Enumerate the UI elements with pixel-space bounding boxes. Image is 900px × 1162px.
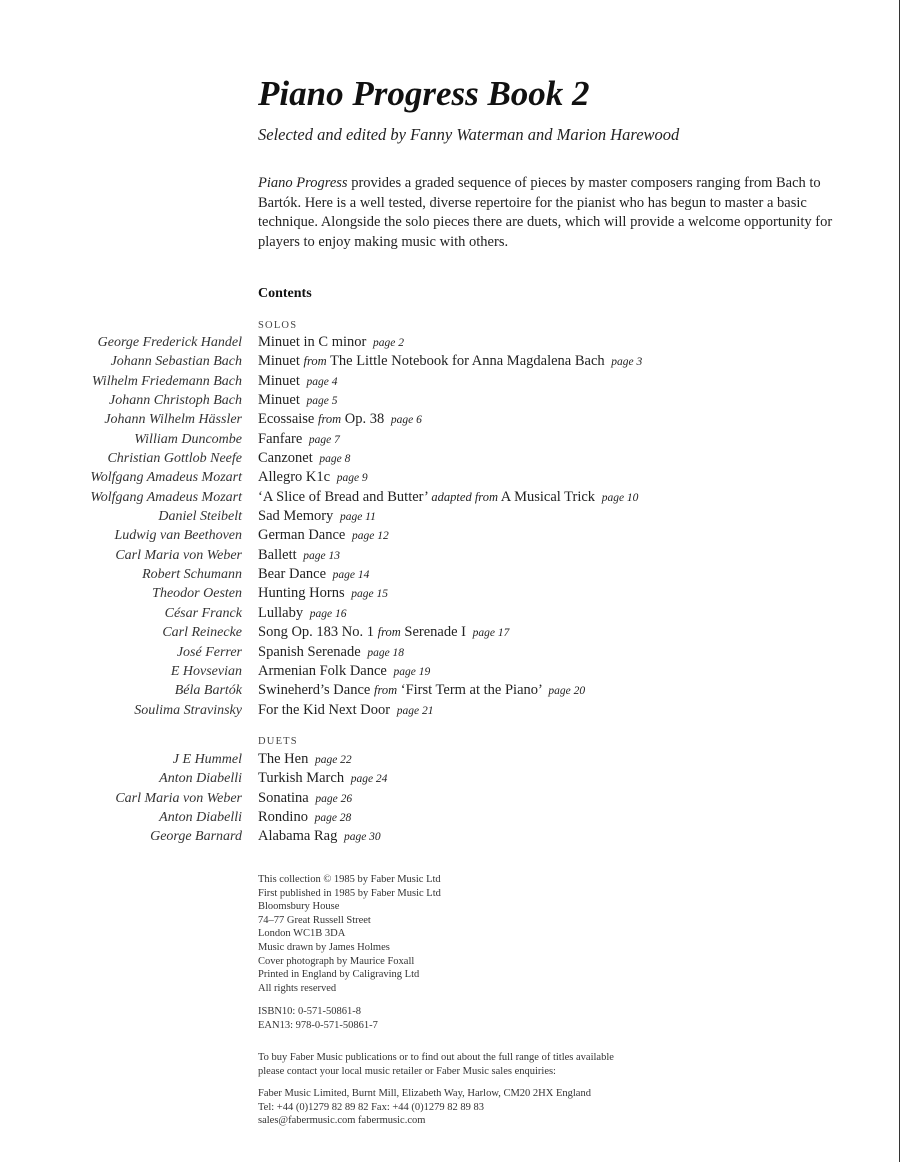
contents-entry [0,808,900,827]
piece-qualifier: from [318,412,342,427]
piece-title-part: Swineherd’s Dance [258,682,374,699]
piece-title [258,604,346,624]
piece-title [258,584,388,604]
piece-title-part: Canzonet [258,450,313,467]
page-ref: page 7 [308,433,340,446]
piece-title [258,827,381,847]
composer-name: Anton Diabelli [159,810,242,826]
piece-title-part: Spanish Serenade [258,643,361,660]
page-ref: page 16 [309,607,347,620]
page-ref: page 5 [306,395,338,408]
imprint-line: London WC1B 3DA [258,928,346,940]
contents-entry [0,750,900,769]
piece-title [258,643,404,663]
contents-entry [0,526,900,545]
piece-title-part: Song Op. 183 No. 1 [258,624,378,641]
piece-title-part: Ecossaise [258,411,318,428]
composer-name: Wolfgang Amadeus Mozart [90,470,242,486]
piece-title-part: Allegro K1c [258,469,331,486]
solos-label: SOLOS [258,320,298,331]
piece-title [258,789,352,809]
piece-title [258,488,638,508]
composer-name: Johann Christoph Bach [109,393,242,409]
contents-entry [0,565,900,584]
imprint-line: Music drawn by James Holmes [258,941,390,953]
composer-name: Wolfgang Amadeus Mozart [90,489,242,505]
contents-entry [0,604,900,623]
composer-name: José Ferrer [176,644,242,660]
piece-title-part: Op. 38 [341,411,385,428]
purchase-info [258,1051,614,1078]
page-ref: page 6 [390,414,422,427]
piece-title-part: ‘First Term at the Piano’ [397,682,542,699]
duets-list [0,750,900,847]
composer-name: Anton Diabelli [159,771,242,787]
composer-name: George Frederick Handel [97,335,242,350]
piece-title [258,808,351,828]
piece-qualifier: from [377,625,401,640]
page-ref: page 18 [367,646,405,659]
piece-title [258,701,433,721]
imprint-line: First published in 1985 by Faber Music Ltd [258,887,441,899]
contents-entry [0,372,900,391]
page-ref: page 2 [372,337,404,349]
contents-entry [0,827,900,846]
page-ref: page 15 [351,588,388,601]
piece-title-part: Minuet [258,372,300,389]
imprint-line: 74–77 Great Russell Street [258,914,371,926]
imprint-line: Printed in England by Caligraving Ltd [258,969,420,981]
isbn-block [258,1005,378,1032]
piece-title-part: Lullaby [258,604,304,621]
piece-title-part: Turkish March [258,770,345,787]
composer-name: William Duncombe [134,431,242,447]
piece-title [258,410,422,430]
piece-title [258,662,430,682]
contents-entry [0,584,900,603]
imprint-block [258,873,441,995]
piece-title [258,681,585,701]
contact-line: Tel: +44 (0)1279 82 89 82 Fax: +44 (0)1279 82 89 83 [258,1101,485,1113]
piece-title [258,546,340,566]
page-ref: page 24 [350,773,388,786]
composer-name: J E Hummel [172,752,242,767]
piece-title-part: Minuet in C minor [258,334,367,350]
piece-title [258,449,350,469]
piece-title [258,352,642,372]
piece-title [258,507,376,527]
imprint-line: All rights reserved [258,982,337,994]
contact-info [258,1087,591,1128]
page-ref: page 9 [336,472,368,485]
piece-title [258,565,369,585]
page-ref: page 26 [315,792,353,805]
duets-label: DUETS [258,736,298,747]
contents-entry [0,662,900,681]
composer-name: Carl Maria von Weber [115,790,242,806]
solos-list [0,333,900,720]
contents-entry [0,643,900,662]
page-ref: page 8 [319,453,351,466]
contents-entry [0,410,900,429]
imprint-line: This collection © 1985 by Faber Music Ltd [258,874,441,885]
contents-entry [0,507,900,526]
piece-title-part: German Dance [258,527,346,544]
piece-title-part: Sad Memory [258,508,334,525]
piece-qualifier: from [373,683,398,698]
imprint-line: Bloomsbury House [258,901,340,913]
piece-title-part: The Hen [258,751,309,767]
contents-entry [0,352,900,371]
composer-name: Béla Bartók [174,683,242,699]
composer-name: Theodor Oesten [152,586,242,602]
intro-text: provides a graded sequence of pieces by master composers ranging from Bach to Bartók. Here is a well tested, diverse repertoire for the pianist who has begun to master a basic technique. Alongside the solo pieces there are duets, which will provide a welcome opportunity for players to enjoy making music with others. [258,175,833,250]
piece-title-part: A Musical Trick [497,488,596,505]
piece-title [258,391,338,411]
piece-title [258,468,368,488]
piece-title-part: Sonatina [258,789,309,806]
page-ref: page 30 [343,831,381,844]
composer-name: Christian Gottlob Neefe [107,451,242,467]
imprint-line: Cover photograph by Maurice Foxall [258,955,415,967]
composer-name: Johann Wilhelm Hässler [104,412,242,428]
page-ref: page 20 [548,685,586,698]
piece-qualifier: adapted from [431,489,498,504]
contents-entry [0,769,900,788]
book-title: Piano Progress Book 2 [258,74,590,113]
composer-name: Carl Maria von Weber [115,547,242,563]
piece-title-part: Serenade I [400,624,467,641]
page-ref: page 3 [611,356,643,369]
composer-name: Johann Sebastian Bach [110,354,242,370]
page-ref: page 13 [303,549,341,562]
composer-name: E Hovsevian [170,663,242,679]
composer-name: Robert Schumann [142,567,242,583]
piece-title [258,750,352,770]
composer-name: Carl Reinecke [162,625,242,641]
page-ref: page 11 [339,511,376,524]
piece-title-part: Armenian Folk Dance [258,662,387,679]
composer-name: George Barnard [150,829,242,845]
piece-title-part: Ballett [258,546,297,563]
piece-title [258,333,404,353]
intro-paragraph [258,174,858,252]
piece-title-part: Bear Dance [258,566,327,583]
contents-entry [0,430,900,449]
contents-entry [0,681,900,700]
contents-heading: Contents [258,286,312,301]
page-ref: page 22 [314,754,352,766]
composer-name: Soulima Stravinsky [134,702,242,718]
contents-entry [0,789,900,808]
purchase-line: please contact your local music retailer or Faber Music sales enquiries: [258,1065,556,1077]
contents-entry [0,546,900,565]
composer-name: César Franck [164,605,242,621]
intro-lead: Piano Progress [258,175,348,191]
page-ref: page 19 [393,665,431,678]
page-ref: page 12 [351,530,389,543]
piece-title [258,372,338,392]
piece-title-part: Hunting Horns [258,585,345,602]
contents-entry [0,449,900,468]
isbn-line: ISBN10: 0-571-50861-8 [258,1006,361,1017]
page-ref: page 4 [306,375,338,388]
page-ref: page 10 [601,491,639,504]
contents-entry [0,623,900,642]
page-ref: page 14 [332,569,370,582]
contact-line: Faber Music Limited, Burnt Mill, Elizabeth Way, Harlow, CM20 2HX England [258,1088,591,1099]
composer-name: Daniel Steibelt [158,509,242,525]
contents-entry [0,391,900,410]
composer-name: Ludwig van Beethoven [114,528,242,544]
piece-title-part: Fanfare [258,430,303,447]
piece-title-part: ‘A Slice of Bread and Butter’ [258,488,432,505]
contact-line: sales@fabermusic.com fabermusic.com [258,1115,426,1127]
isbn-line: EAN13: 978-0-571-50861-7 [258,1019,378,1031]
piece-title-part: Minuet [258,353,304,370]
piece-title-part: The Little Notebook for Anna Magdalena Bach [326,353,605,370]
piece-qualifier: from [303,354,327,369]
piece-title [258,769,387,789]
contents-entry [0,468,900,487]
piece-title [258,430,340,450]
piece-title-part: Alabama Rag [258,828,338,845]
page-ref: page 28 [314,812,352,825]
page-ref: page 21 [396,704,434,717]
composer-name: Wilhelm Friedemann Bach [91,373,242,389]
editors-subtitle: Selected and edited by Fanny Waterman and Marion Harewood [258,125,680,144]
contents-entry [0,701,900,720]
contents-entry [0,333,900,352]
page-ref: page 17 [472,627,510,640]
piece-title [258,526,389,546]
piece-title [258,623,509,643]
piece-title-part: For the Kid Next Door [258,701,391,718]
piece-title-part: Minuet [258,392,300,409]
piece-title-part: Rondino [258,809,308,826]
purchase-line: To buy Faber Music publications or to find out about the full range of titles available [258,1052,614,1063]
contents-entry [0,488,900,507]
